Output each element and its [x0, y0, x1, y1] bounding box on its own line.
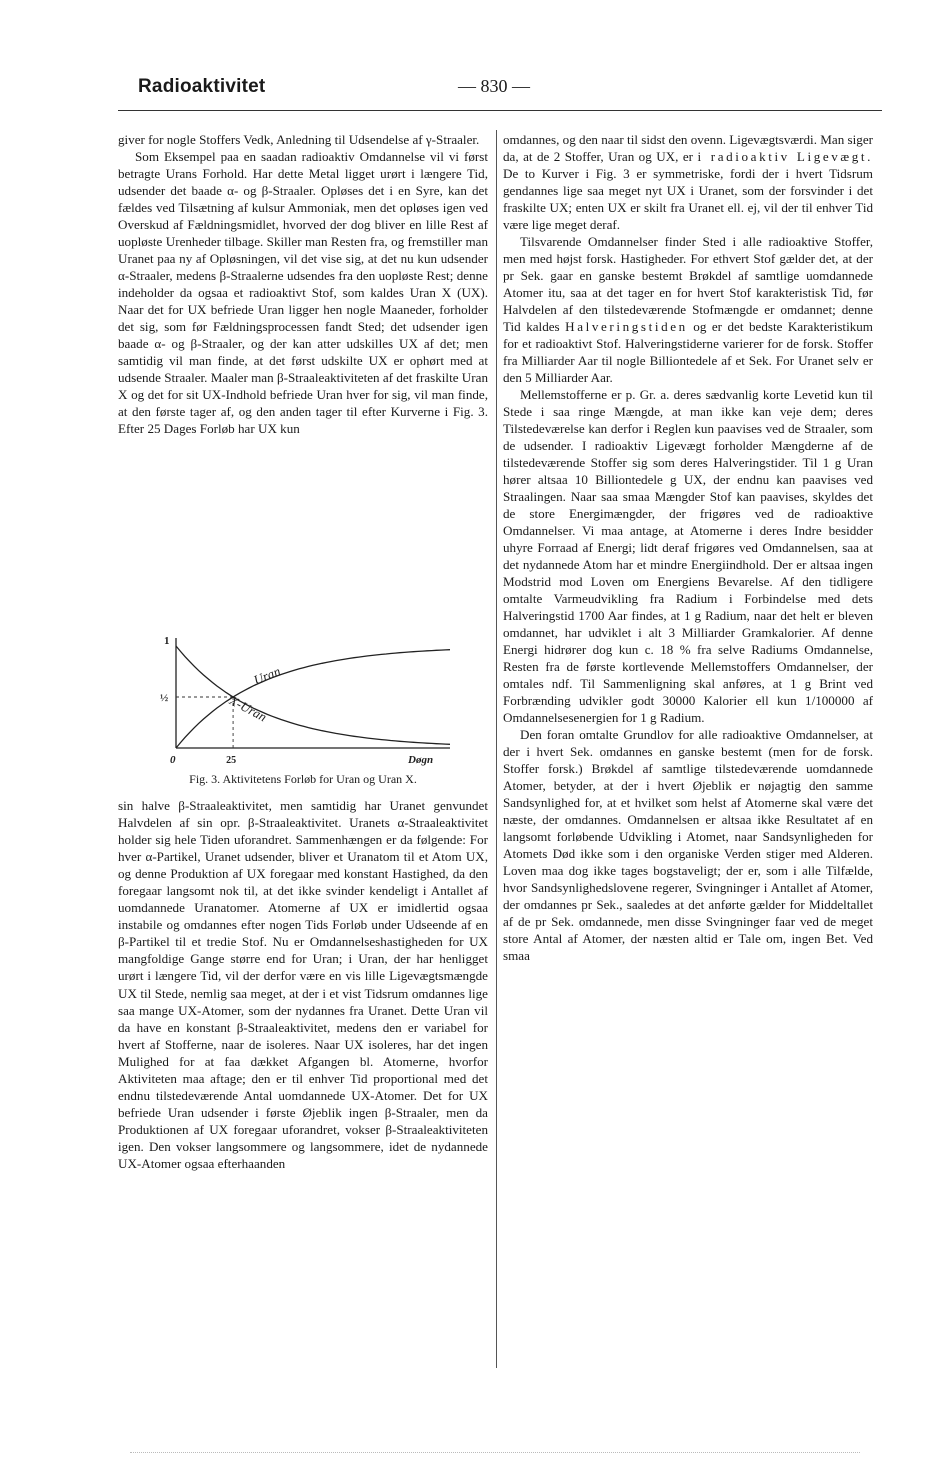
- left-column-top: [118, 131, 488, 437]
- paragraph: [503, 131, 873, 233]
- right-column: [503, 131, 873, 964]
- paragraph: Som Eksempel paa en saadan radioaktiv Omdannelse vil vi først betragte Urans Forhold. Har dette Metal ligget urørt i længere Tid, udsender det baade α- og β-Straaler. Opløses det i en Syre, kan det fældes ved Tilsætning af kulsur Ammoniak, men det opløses igen ved Overskud af Fældningsmidlet, hvorved der dog bliver en lille Rest af uopløste Urenheder tilbage. Skiller man Resten fra, og fremstiller man Uranet paa ny af Opløsningen, vil det vise sig, at det nu kun udsender α-Straaler, medens β-Straalerne udsendes fra den uopløste Rest; denne indeholder da ogsaa et radioaktivt Stof, som kaldes Uran X (UX). Naar det for UX befriede Uran ligger hen nogle Maaneder, forholder det sig, som før Fældningsprocessen fandt Sted; det udsender igen baade α- og β-Straaler, og der kan atter udskilles UX af det; men samtidig vil man finde, at det først udskilte UX er ophørt med at udsende Straaler. Maaler man β-Straaleaktiviteten af det fraskilte Uran X og det for sit UX-Indhold befriede Uran hver for sig, vil man finde, at den første tager af, og den anden tager til efter Kurverne i Fig. 3. Efter 25 Dages Forløb har UX kun: [118, 149, 488, 436]
- paragraph: sin halve β-Straaleaktivitet, men samtidig har Uranet genvundet Halvdelen af sin opr. β-Straaleaktivitet. Uranets α-Straaleaktivitet holder sig hele Tiden uforandret. Sammenhængen er da følgende: For hver α-Partikel, Uranet udsender, bliver et Uranatom til et Atom UX, og denne Produktion af UX foregaar med konstant Hastighed, da den foregaar langsomt nok til, at det ikke svinder kendeligt i Antallet af uomdannede Uranatomer. Atomerne af UX er imidlertid ogsaa instabile og omdannes efter nogen Tids Forløb under Udseende af en β-Partikel til et tredie Stof. Nu er Omdannelseshastigheden for UX mangfoldige Gange større end for Uran; i Uran, der har henligget urørt i længere Tid, vil der derfor være en vis lille Ligevægtsmængde UX til Stede, nemlig saa meget, at der i et vist Tidsrum omdannes lige saa mange UX-Atomer, som der nydannes fra Uranet. Dette Uran vil da have en konstant β-Straaleaktivitet, medens den er variabel for hvert af Stofferne, naar de isoleres. Naar UX isoleres, har det ingen Mulighed for at faa dækket Afgangen bl. Atomerne, hvorfor Aktiviteten maa aftage; den er til enhver Tid proportional med det endnu tilstedeværende Antal uomdannede UX-Atomer. Det for UX befriede Uran udsender i første Øjeblik ingen β-Straaler, men da Produktionen af UX foregaar uforandret, vokser β-Straaleaktiviteten igen. Den vokser langsommere og langsommere, idet de nydannede UX-Atomer ogsaa efterhaanden: [118, 798, 488, 1171]
- text-run: og er det bedste Karakteristikum for et radioaktivt Stof. Halveringstiderne varierer for de forsk. Stoffer fra Milliarder Aar til nogle Billiontedele af et Sek. For Uranet selv er den 5 Milliarder Aar.: [503, 319, 873, 385]
- y-tick-label-half: ½: [160, 692, 169, 704]
- series-line-x-uran: [176, 646, 450, 744]
- series-line-uran: [176, 650, 450, 748]
- paragraph: Mellemstofferne er p. Gr. a. deres sædvanlig korte Levetid kun til Stede i saa ringe Mængde, at man ikke kan veje dem; deres Tilstedeværelse kan derfor i Reglen kun paavises ved de Straaler, som de udsender. I radioaktiv Ligevægt forholder Mængderne af de tilstedeværende Stoffer sig som deres Halveringstider. Til 1 g Uran hører altsaa 10 Billiontedele g UX, der endnu kan paavises ved Straalingen. Naar saa smaa Mængder Stof kan paavises, skyldes det de store Energimængder, der frigøres ved de radioaktive Omdannelser. Vi maa antage, at Atomerne i deres Indre besidder uhyre Forraad af Energi; lidt deraf frigøres ved Omdannelsen, saa at det nydannede Atom har et mindre Energiindhold. Der er altsaa ingen Modstrid mod Loven om Energiens Bevarelse. Af den tidligere omtalte Varmeudvikling fra Radium i Forbindelse med dets Halveringstid 1700 Aar findes, at 1 g Radium, naar det helt er bleven omdannet, har udviklet i alt 3 Milliarder Gramkalorier. Af denne Energi hidrører dog kun c. 18 % fra selve Radiums Omdannelse, Resten fra de første kortlevende Mellemstoffers Omdannelser, der omtales ndf. Til Sammenligning skal anføres, at 1 g Brint ved Forbrænding udvikler godt 30000 Kalorier ell kun 1/100000 af Omdannelsesenergien for 1 g Radium.: [503, 387, 873, 725]
- figure-caption: Fig. 3. Aktivitetens Forløb for Uran og Uran X.: [189, 772, 417, 786]
- page-number: — 830 —: [458, 76, 530, 96]
- figure-3: [150, 628, 470, 768]
- x-axis-label: Døgn: [408, 754, 434, 766]
- left-column-bottom: [118, 797, 488, 1172]
- text-run: Tilsvarende Omdannelser finder Sted i alle radioaktive Stoffer, men med højst forsk. Hastigheder. For ethvert Stof gælder det, at der pr Sek. gaar en ganske bestemt Brøkdel af samtlige uomdannede Atomer itu, saa at det tager en for hvert Stof karakteristisk Tid, før Halvdelen af den tilstedeværende Stofmængde er omdannet; denne Tid kaldes: [503, 234, 873, 334]
- x-tick-label-0: 0: [170, 754, 176, 766]
- text-run: omdannes, og den naar til sidst den ovenn. Ligevægtsværdi. Man siger da, at de 2 Stoffer, Uran og UX, er: [503, 132, 873, 164]
- spaced-term: Halveringstiden: [565, 319, 688, 334]
- running-header-title: Radioaktivitet: [138, 76, 266, 97]
- header-rule: [118, 110, 882, 111]
- paragraph: Den foran omtalte Grundlov for alle radioaktive Omdannelser, at der i hvert Sek. omdannes en ganske bestemt (men for de forsk. Stoffer forsk.) Brøkdel af samtlige tilstedeværende uomdannede Atomer, betyder, at der i hvert Øjeblik er nøjagtig den samme Sandsynlighed for, at et hvilket som helst af Atomerne skal være det næste, der omdannes. Omdannelsen er altsaa ikke Resultatet af en langsomt forløbende Udvikling i Atomet, naar Sandsynligheden for Atomets Død ikke som i den organiske Verden stiger med Alderen. Loven maa dog ikke tages bogstaveligt; der er, som i alle Tilfælde, hvor Sandsynlighedslovene regerer, Svingninger i Antallet af Atomer, der omdannes pr Sek., saaledes at det anførte gælder for Middeltallet af de pr Sek. omdannede, men disse Svingninger faar ved de meget store Antal af Atomer, der næsten altid er Tale om, ingen Bet. Ved smaa: [503, 727, 873, 963]
- spaced-term: i radioaktiv Ligevægt.: [697, 149, 874, 164]
- scan-edge: [130, 1452, 860, 1453]
- x-tick-label-25: 25: [226, 755, 237, 766]
- column-divider: [496, 130, 497, 1368]
- series-label-x-uran: X-Uran: [227, 692, 270, 725]
- paragraph: [503, 233, 873, 386]
- activity-chart: [150, 628, 470, 768]
- paragraph: giver for nogle Stoffers Vedk, Anledning til Udsendelse af γ-Straaler.: [118, 132, 480, 147]
- text-run: De to Kurver i Fig. 3 er symmetriske, fordi der i hvert Tidsrum gendannes lige saa meget nyt UX i Uranet, som der forsvinder i det fraskilte UX; enten UX er skilt fra Uranet ell. ej, vil der til enhver Tid være lige meget deraf.: [503, 166, 873, 232]
- series-label-uran: Uran: [251, 663, 283, 688]
- y-tick-label-1: 1: [164, 635, 170, 647]
